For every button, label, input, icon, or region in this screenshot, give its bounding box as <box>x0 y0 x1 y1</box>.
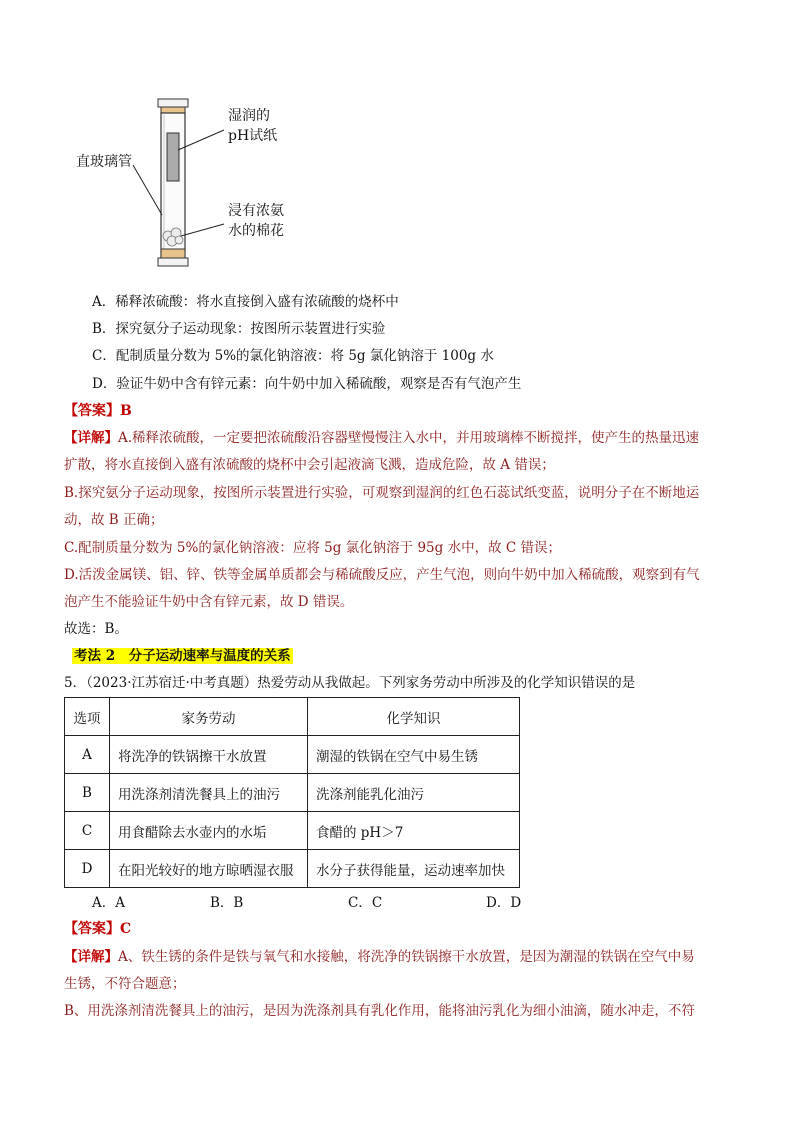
answer-value: C <box>120 921 132 937</box>
top-cap <box>158 99 188 107</box>
table-row <box>65 774 520 812</box>
label-ph-line2: pH试纸 <box>228 128 278 144</box>
q5-choice-c: C．C <box>348 895 383 911</box>
table-cell: 将洗净的铁锅擦干水放置 <box>110 736 308 774</box>
label-ph-line1: 湿润的 <box>228 108 270 124</box>
section-heading <box>72 644 293 664</box>
table-cell: D <box>65 850 110 888</box>
label-cotton-line2: 水的棉花 <box>228 223 284 239</box>
q5-choice-d: D．D <box>486 895 522 911</box>
q4-option-d: D．验证牛奶中含有锌元素：向牛奶中加入稀硫酸，观察是否有气泡产生 <box>92 376 522 392</box>
q4-explanation-line-3: B.探究氨分子运动现象，按图所示装置进行实验，可观察到湿润的红色石蕊试纸变蓝，说明分子在不断地运 <box>64 485 700 501</box>
table-cell: 用洗涤剂清洗餐具上的油污 <box>110 774 308 812</box>
q4-explanation-line-2: 扩散，将水直接倒入盛有浓硫酸的烧杯中会引起液滴飞溅，造成危险，故 A 错误； <box>64 457 555 473</box>
ph-paper <box>167 133 179 181</box>
table-header-row <box>65 698 520 736</box>
q4-answer <box>64 400 132 420</box>
q4-conclusion: 故选：B。 <box>64 621 128 637</box>
bottom-stopper <box>161 249 185 258</box>
q4-option-b: B．探究氨分子运动现象：按图所示装置进行实验 <box>92 321 386 337</box>
q5-answer <box>64 918 131 938</box>
q5-table <box>64 697 520 888</box>
q4-explanation-line-5: C.配制质量分数为 5%的氯化钠溶液：应将 5g 氯化钠溶于 95g 水中，故 C 错误； <box>64 540 561 556</box>
table-cell: C <box>65 812 110 850</box>
answer-value: B <box>120 403 132 419</box>
table-cell: 潮湿的铁锅在空气中易生锈 <box>308 736 520 774</box>
table-cell: 洗涤剂能乳化油污 <box>308 774 520 812</box>
explanation-tag: 【详解】 <box>64 430 118 446</box>
q4-explanation-line-1: 【详解】A.稀释浓硫酸，一定要把浓硫酸沿容器壁慢慢注入水中，并用玻璃棒不断搅拌，使产生的热量迅速 <box>64 430 700 446</box>
table-row <box>65 850 520 888</box>
q5-explanation-line-2: 生锈，不符合题意； <box>64 976 186 992</box>
header-chore: 家务劳动 <box>110 698 308 736</box>
q5-stem: 5．（2023·江苏宿迁·中考真题）热爱劳动从我做起。下列家务劳动中所涉及的化学知识错误的是 <box>64 675 636 691</box>
answer-tag: 【答案】 <box>64 921 120 937</box>
q5-choice-a: A．A <box>92 895 125 911</box>
answer-tag: 【答案】 <box>64 403 120 419</box>
table-cell: A <box>65 736 110 774</box>
table-cell: 水分子获得能量，运动速率加快 <box>308 850 520 888</box>
glass-tube-diagram <box>0 0 794 300</box>
q4-explanation-line-4: 动，故 B 正确； <box>64 512 164 528</box>
explanation-tag: 【详解】 <box>64 949 118 965</box>
apparatus-figure <box>0 0 794 300</box>
table-row <box>65 812 520 850</box>
q4-explanation-line-7: 泡产生不能验证牛奶中含有锌元素，故 D 错误。 <box>64 594 354 610</box>
q5-explanation-line-1: 【详解】A、铁生锈的条件是铁与氧气和水接触，将洗净的铁锅擦干水放置，是因为潮湿的铁锅在空气中易 <box>64 949 695 965</box>
header-option: 选项 <box>65 698 110 736</box>
table-cell: 食醋的 pH＞7 <box>308 812 520 850</box>
table-cell: B <box>65 774 110 812</box>
table-cell: 用食醋除去水壶内的水垢 <box>110 812 308 850</box>
table-cell: 在阳光较好的地方晾晒湿衣服 <box>110 850 308 888</box>
bottom-cap <box>158 258 188 266</box>
q5-explanation-line-3: B、用洗涤剂清洗餐具上的油污，是因为洗涤剂具有乳化作用，能将油污乳化为细小油滴，随水冲走，不符 <box>64 1003 695 1019</box>
label-cotton-line1: 浸有浓氨 <box>228 203 284 219</box>
q4-option-a: A．稀释浓硫酸：将水直接倒入盛有浓硫酸的烧杯中 <box>92 294 399 310</box>
table-row <box>65 736 520 774</box>
q4-option-c: C．配制质量分数为 5%的氯化钠溶液：将 5g 氯化钠溶于 100g 水 <box>92 348 494 364</box>
section-heading-text: 考法 2 分子运动速率与温度的关系 <box>74 648 291 664</box>
q4-explanation-line-6: D.活泼金属镁、铝、锌、铁等金属单质都会与稀硫酸反应，产生气泡，则向牛奶中加入稀硫酸，观察到有气 <box>64 567 700 583</box>
header-knowledge: 化学知识 <box>308 698 520 736</box>
label-tube: 直玻璃管 <box>76 154 132 170</box>
q5-choice-b: B．B <box>210 895 244 911</box>
